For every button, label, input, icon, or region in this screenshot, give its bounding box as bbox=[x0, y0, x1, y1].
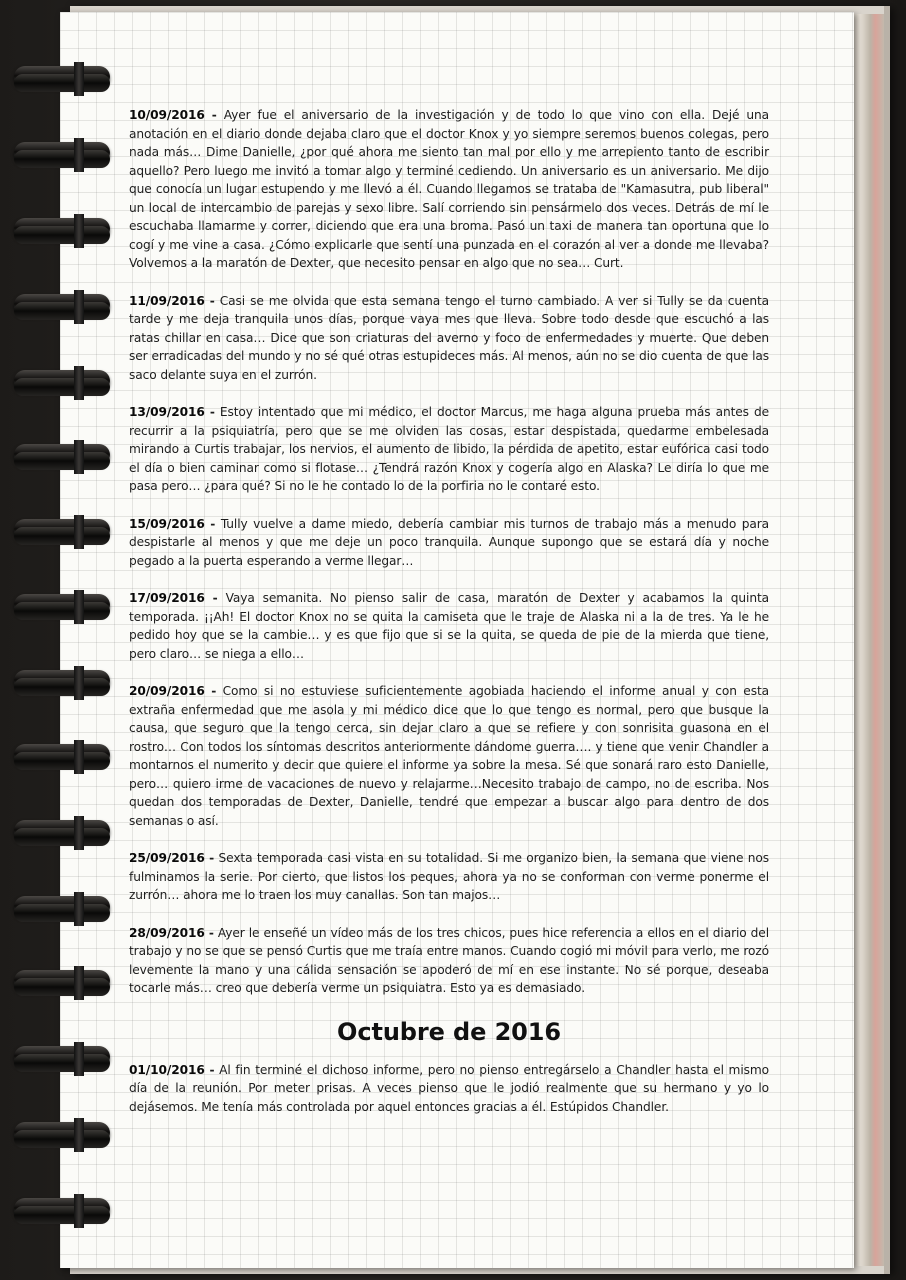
diary-entry: 20/09/2016 - Como si no estuviese suficientemente agobiada haciendo el informe anual y con esta extraña enfermedad que me asola y mi médico dice que lo que tengo es normal, pero que busque la causa, que seguro que la tengo cerca, sin dejar claro a que se refiere y con sonrisita guasona en el rostro… Con todos los síntomas descritos anteriormente dándome guerra…. y tiene que venir Chandler a montarnos el numerito y decir que quiere el informe ya sobre la mesa. Sé que sonará raro esto Danielle, pero… quiero irme de vacaciones de nuevo y relajarme…Necesito trabajo de campo, no de escriba. Nos quedan dos temporadas de Dexter, Danielle, tendré que empezar a buscar algo para dentro de dos semanas o así. bbox=[129, 684, 769, 828]
entry-date: 13/09/2016 bbox=[129, 405, 205, 419]
diary-entry: 01/10/2016 - Al fin terminé el dichoso informe, pero no pienso entregárselo a Chandler hasta el mismo día de la reunión. Por meter prisas. A veces pienso que le jodió realmente que su hermano y yo lo dejásemos. Me tenía más controlada por aquel entonces gracias a él. Estúpidos Chandler. bbox=[129, 1062, 769, 1114]
entry-date: 10/09/2016 bbox=[129, 108, 205, 122]
spiral-ring bbox=[14, 1194, 106, 1224]
diary-content bbox=[129, 106, 769, 1135]
diary-entry: 11/09/2016 - Casi se me olvida que esta semana tengo el turno cambiado. A ver si Tully se da cuenta tarde y me deja tranquila unos días, porque vaya mes que lleva. Sobre todo desde que escuchó a las ratas chillar en casa… Dice que son criaturas del averno y foco de enfermedades y muerte. Que deben ser erradicadas del mundo y no sé qué otras estupideces más. Al menos, aún no se dio cuenta de que las saco delante suya en el zurrón. bbox=[129, 293, 770, 382]
spiral-ring bbox=[14, 590, 106, 620]
spiral-ring bbox=[14, 62, 106, 92]
entry-date: 17/09/2016 bbox=[129, 591, 205, 605]
spiral-ring bbox=[14, 966, 106, 996]
entry-date: 15/09/2016 bbox=[129, 516, 205, 531]
diary-entry: 17/09/2016 - Vaya semanita. No pienso salir de casa, maratón de Dexter y acabamos la quinta temporada. ¡¡Ah! El doctor Knox no se quita la camiseta que le traje de Alaska ni a la de tres. Ya le he pedido hoy que se la cambie… y es que fijo que si se la quita, se queda de pie de la mierda que tiene, pero claro… se niega a ello… bbox=[129, 591, 769, 661]
entry-text: Como si no estuviese suficientemente agobiada haciendo el informe anual y con esta extraña enfermedad que me asola y mi médico dice que lo que tengo es normal, pero que busque la causa, que seguro que la tengo cerca, sin dejar claro a que se refiere y con sonrisita guasona en el rostro… Con todos los síntomas descritos anteriormente dándome guerra…. y tiene que venir Chandler a montarnos el numerito y decir que quiere el informe ya sobre la mesa. Sé que sonará raro esto Danielle, pero… quiero irme de vacaciones de nuevo y relajarme…Necesito trabajo de campo, no de escriba. Nos quedan dos temporadas de Dexter, Danielle, tendré que empezar a buscar algo para dentro de dos semanas o así. bbox=[129, 684, 769, 828]
entry-text: Ayer le enseñé un vídeo más de los tres chicos, pues hice referencia a ellos en el diario del trabajo y no se que se pensó Curtis que me traía entre manos. Cuando cogió mi móvil para verlo, me rozó levemente la mano y una cálida sensación se apoderó de mí en ese instante. No sé porque, deseaba tocarle más… creo que debería verme un psiquiatra. Esto ya es demasiado. bbox=[129, 925, 769, 995]
diary-entry: 13/09/2016 - Estoy intentado que mi médico, el doctor Marcus, me haga alguna prueba más antes de recurrir a la psiquiatría, pero que se me olviden las cosas, estar despistada, quedarme embelesada mirando a Curtis trabajar, los nervios, el aumento de libido, la pérdida de apetito, estar eufórica casi todo el día o bien caminar como si flotase… ¿Tendrá razón Knox y cogería algo en Alaska? Le diría lo que me pasa pero… ¿para qué? Si no le he contado lo de la porfiria no le contaré esto. bbox=[129, 405, 770, 493]
month-heading: Octubre de 2016 bbox=[337, 1017, 561, 1046]
entry-text: Al fin terminé el dichoso informe, pero no pienso entregárselo a Chandler hasta el mismo día de la reunión. Por meter prisas. A veces pienso que le jodió realmente que su hermano y yo lo dejásemos. Me tenía más controlada por aquel entonces gracias a él. Estúpidos Chandler. bbox=[129, 1062, 769, 1114]
diary-entry: 15/09/2016 - Tully vuelve a dame miedo, debería cambiar mis turnos de trabajo más a menudo para despistarle al menos y que me deje un poco tranquila. Aunque supongo que se estará día y noche pegado a la puerta esperando a verme llegar… bbox=[129, 516, 770, 568]
entry-date: 28/09/2016 bbox=[129, 925, 205, 940]
spiral-ring bbox=[14, 1118, 106, 1148]
spiral-binding bbox=[0, 0, 110, 1280]
spiral-ring bbox=[14, 515, 106, 545]
entry-date: 11/09/2016 bbox=[129, 293, 205, 308]
entry-text: Ayer fue el aniversario de la investigación y de todo lo que vino con ella. Dejé una anotación en el diario donde dejaba claro que el doctor Knox y yo siempre seremos buenos colegas, pero nada más… Dime Danielle, ¿por qué ahora me siento tan mal por ello y me arrepiento tanto de escribir aquello? Pero luego me invitó a tomar algo y terminé cediendo. Un aniversario es un aniversario. Me dijo que conocía un lugar estupendo y me llevó a él. Cuando llegamos se trataba de "Kamasutra, pub liberal" un local de intercambio de parejas y sexo libre. Salí corriendo sin pensármelo dos veces. Detrás de mí le escuchaba llamarme y correr, diciendo que era una broma. Pasó un taxi de manera tan oportuna que lo cogí y me vine a casa. ¿Cómo explicarle que sentí una punzada en el corazón al ver a donde me llevaba? Volvemos a la maratón de Dexter, que necesito pensar en algo que no sea… Curt. bbox=[129, 108, 769, 270]
entry-text: Estoy intentado que mi médico, el doctor Marcus, me haga alguna prueba más antes de recurrir a la psiquiatría, pero que se me olviden las cosas, estar despistada, quedarme embelesada mirando a Curtis trabajar, los nervios, el aumento de libido, la pérdida de apetito, estar eufórica casi todo el día o bien caminar como si flotase… ¿Tendrá razón Knox y cogería algo en Alaska? Le diría lo que me pasa pero… ¿para qué? Si no le he contado lo de la porfiria no le contaré esto. bbox=[129, 405, 770, 493]
diary-entry: 28/09/2016 - Ayer le enseñé un vídeo más de los tres chicos, pues hice referencia a ellos en el diario del trabajo y no se que se pensó Curtis que me traía entre manos. Cuando cogió mi móvil para verlo, me rozó levemente la mano y una cálida sensación se apoderó de mí en ese instante. No sé porque, deseaba tocarle más… creo que debería verme un psiquiatra. Esto ya es demasiado. bbox=[129, 925, 769, 995]
diary-entry: 10/09/2016 - Ayer fue el aniversario de la investigación y de todo lo que vino con ella. Dejé una anotación en el diario donde dejaba claro que el doctor Knox y yo siempre seremos buenos colegas, pero nada más… Dime Danielle, ¿por qué ahora me siento tan mal por ello y me arrepiento tanto de escribir aquello? Pero luego me invitó a tomar algo y terminé cediendo. Un aniversario es un aniversario. Me dijo que conocía un lugar estupendo y me llevó a él. Cuando llegamos se trataba de "Kamasutra, pub liberal" un local de intercambio de parejas y sexo libre. Salí corriendo sin pensármelo dos veces. Detrás de mí le escuchaba llamarme y correr, diciendo que era una broma. Pasó un taxi de manera tan oportuna que lo cogí y me vine a casa. ¿Cómo explicarle que sentí una punzada en el corazón al ver a donde me llevaba? Volvemos a la maratón de Dexter, que necesito pensar en algo que no sea… Curt. bbox=[129, 108, 769, 270]
spiral-ring bbox=[14, 440, 106, 470]
entry-text: Casi se me olvida que esta semana tengo el turno cambiado. A ver si Tully se da cuenta tarde y me deja tranquila unos días, porque vaya mes que lleva. Sobre todo desde que escuchó a las ratas chillar en casa… Dice que son criaturas del averno y foco de enfermedades y muerte. Que deben ser erradicadas del mundo y no sé qué otras estupideces más. Al menos, aún no se dio cuenta de que las saco delante suya en el zurrón. bbox=[129, 293, 770, 382]
diary-entry: 25/09/2016 - Sexta temporada casi vista en su totalidad. Si me organizo bien, la semana que viene nos fulminamos la serie. Por cierto, que listos los peques, ahora ya no se conforman con verme ponerme el zurrón… ahora me lo traen los muy canallas. Son tan majos… bbox=[129, 851, 770, 902]
spiral-ring bbox=[14, 1042, 106, 1072]
spiral-ring bbox=[14, 214, 106, 244]
spiral-ring bbox=[14, 666, 106, 696]
notebook-page-edges bbox=[850, 14, 884, 1266]
entry-text: Tully vuelve a dame miedo, debería cambiar mis turnos de trabajo más a menudo para despistarle al menos y que me deje un poco tranquila. Aunque supongo que se estará día y noche pegado a la puerta esperando a verme llegar… bbox=[129, 516, 770, 568]
spiral-ring bbox=[14, 366, 106, 396]
spiral-ring bbox=[14, 892, 106, 922]
entry-date: 25/09/2016 bbox=[129, 851, 205, 865]
spiral-ring bbox=[14, 290, 106, 320]
spiral-ring bbox=[14, 740, 106, 770]
entry-text: Sexta temporada casi vista en su totalidad. Si me organizo bien, la semana que viene nos fulminamos la serie. Por cierto, que listos los peques, ahora ya no se conforman con verme ponerme el zurrón… ahora me lo traen los muy canallas. Son tan majos… bbox=[129, 851, 770, 902]
spiral-ring bbox=[14, 138, 106, 168]
spiral-ring bbox=[14, 816, 106, 846]
entry-date: 20/09/2016 bbox=[129, 684, 205, 698]
entry-date: 01/10/2016 bbox=[129, 1062, 205, 1077]
entry-text: Vaya semanita. No pienso salir de casa, maratón de Dexter y acabamos la quinta temporada. ¡¡Ah! El doctor Knox no se quita la camiseta que le traje de Alaska ni a la de tres. Ya le he pedido hoy que se la cambie… y es que fijo que si se la quita, se queda de pie de la mierda que tiene, pero claro… se niega a ello… bbox=[129, 591, 769, 661]
